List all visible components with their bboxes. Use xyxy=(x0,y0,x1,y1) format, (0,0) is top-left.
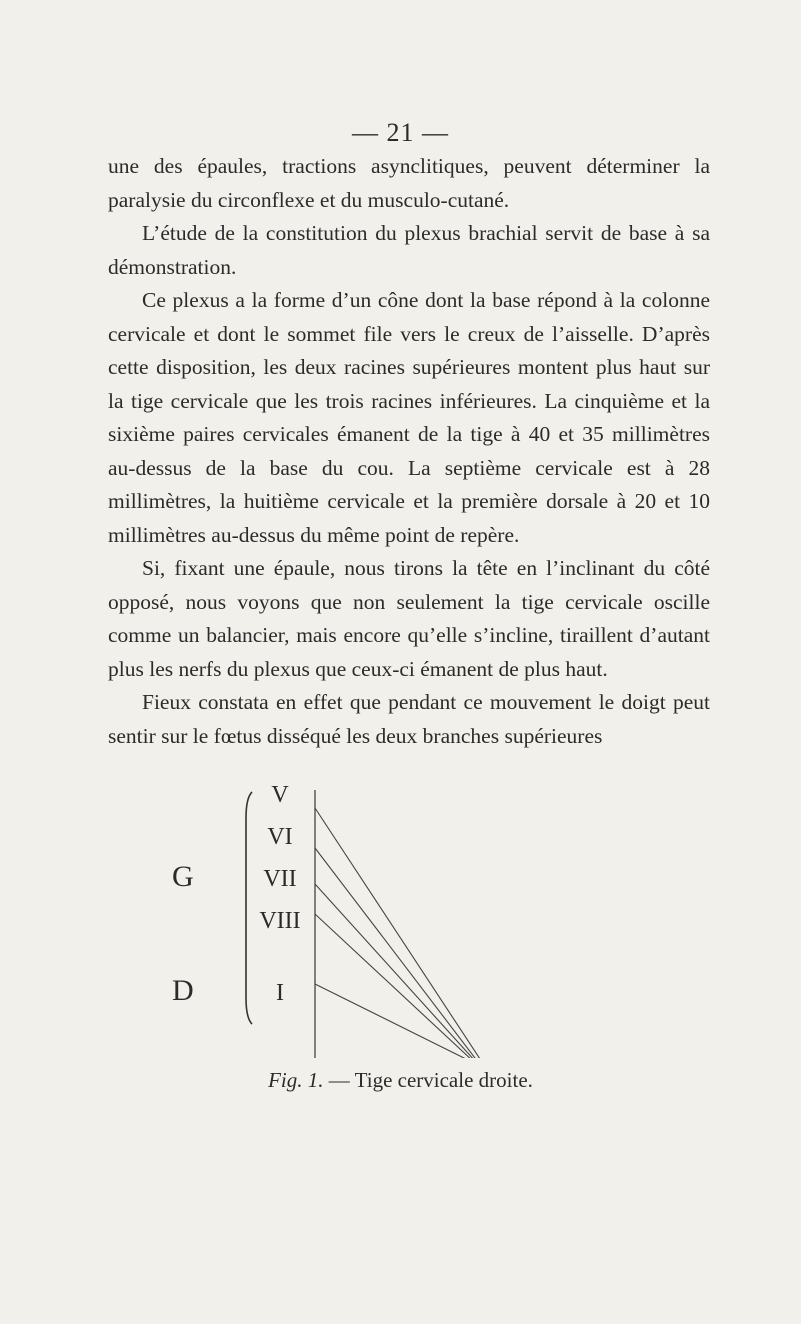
paragraph-3: Ce plexus a la forme d’un cône dont la base répond à la colonne cervicale et dont le sommet file vers le creux de l’aisselle. D’après cette disposition, les deux racines supérieures montent plus haut sur la tige cervicale que les trois racines inférieures. La cinquième et la sixième paires cervicales émanent de la tige à 40 et 35 millimètres au-dessus de la base du cou. La septième cervicale est à 28 millimètres, la huitième cervicale et la première dorsale à 20 et 10 millimètres au-dessus du même point de repère. xyxy=(108,288,710,547)
figure-cervical-stem xyxy=(160,768,520,1058)
body-text xyxy=(108,150,710,753)
caption-text: Tige cervicale droite. xyxy=(354,1068,533,1092)
figure-caption xyxy=(0,1068,801,1093)
nerve-line-vii xyxy=(315,884,476,1058)
brace-mark xyxy=(246,792,252,1024)
vertebra-label-v: V xyxy=(271,782,289,808)
figure-diagram xyxy=(160,768,520,1058)
nerve-line-viii xyxy=(315,914,474,1058)
nerve-line-v xyxy=(315,808,482,1058)
vertebra-label-vi: VI xyxy=(267,824,293,850)
nerve-line-i xyxy=(315,984,472,1058)
page-number: — 21 — xyxy=(352,118,449,147)
paragraph-1: une des épaules, tractions asynclitiques, peuvent déterminer la paralysie du circonflexe et du musculo-cutané. xyxy=(108,154,710,212)
paragraph-4: Si, fixant une épaule, nous tirons la tête en l’inclinant du côté opposé, nous voyons que non seulement la tige cervicale oscille comme un balancier, mais encore qu’elle s’incline, tiraillent d’autant plus les nerfs du plexus que ceux-ci émanent de plus haut. xyxy=(108,556,710,681)
label-g: G xyxy=(172,860,194,893)
caption-figure-label: Fig. 1. xyxy=(268,1068,324,1092)
vertebra-label-vii: VII xyxy=(263,866,297,892)
caption-separator: — xyxy=(323,1068,355,1092)
vertebra-label-i: I xyxy=(276,980,284,1006)
paragraph-2: L’étude de la constitution du plexus brachial servit de base à sa démonstration. xyxy=(108,221,710,279)
paragraph-5: Fieux constata en effet que pendant ce mouvement le doigt peut sentir sur le fœtus disséqué les deux branches supérieures xyxy=(108,690,710,748)
nerve-line-vi xyxy=(315,848,478,1058)
label-d: D xyxy=(172,974,194,1007)
vertebra-label-viii: VIII xyxy=(259,908,301,934)
